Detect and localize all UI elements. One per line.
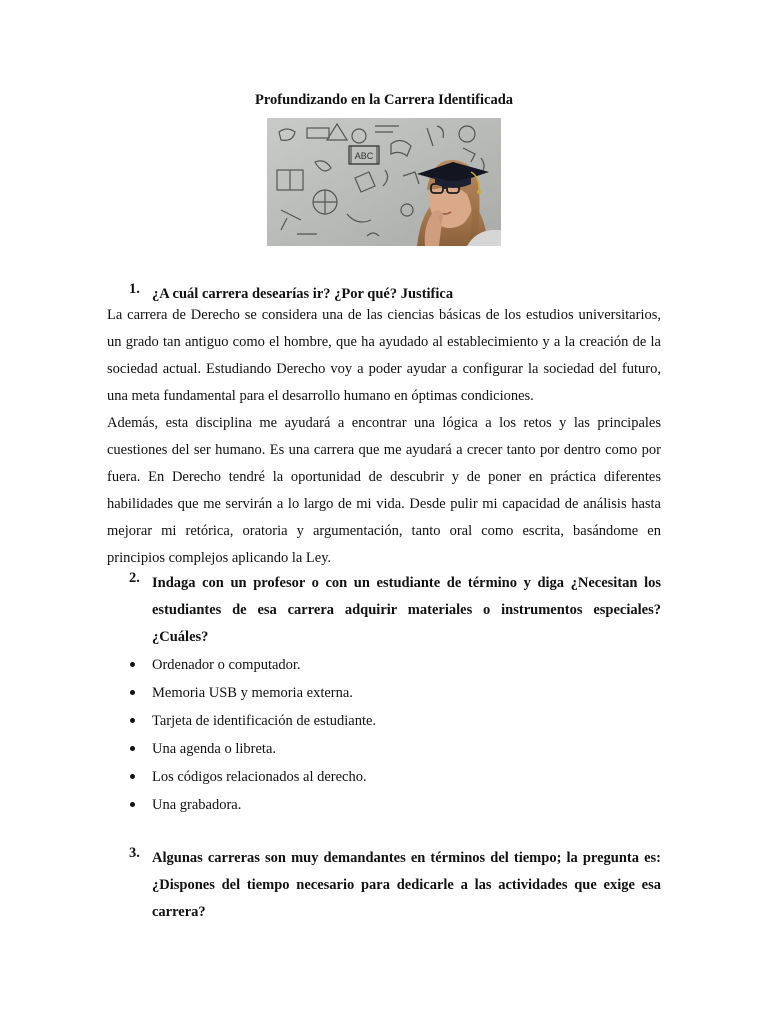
list-item xyxy=(129,763,376,791)
question-text: ¿A cuál carrera desearías ir? ¿Por qué? Justifica xyxy=(152,286,454,302)
list-item xyxy=(129,735,376,763)
answer-paragraph: La carrera de Derecho se considera una de las ciencias básicas de los estudios universitarios, un grado tan antiguo como el hombre, que ha ayudado al establecimiento y a la creación de la sociedad actual. Estudiando Derecho voy a poder ayudar a configurar la sociedad del futuro, una meta fundamental para el desarrollo humano en óptimas condiciones. xyxy=(107,307,661,404)
student-thinking-image xyxy=(267,118,501,246)
question-text: Indaga con un profesor o con un estudiante de término y diga ¿Necesitan los estudiantes de esa carrera adquirir materiales o instrumentos especiales? ¿Cuáles? xyxy=(152,575,661,645)
list-item-text: Tarjeta de identificación de estudiante. xyxy=(152,713,377,729)
answer-paragraph: Además, esta disciplina me ayudará a encontrar una lógica a los retos y las principales cuestiones del ser humano. Es una carrera que me ayudará a crecer tanto por dentro como por fuera. En Derecho tendré la oportunidad de descubrir y de poner en práctica diferentes habilidades que me servirán a lo largo de mi vida. Desde pulir mi capacidad de análisis hasta mejorar mi retórica, oratoria y argumentación, tanto oral como escrita, basándome en principios complejos aplicando la Ley. xyxy=(107,415,661,566)
bullet-icon xyxy=(130,662,135,667)
list-item-text: Memoria USB y memoria externa. xyxy=(152,685,353,701)
bullet-icon xyxy=(130,802,135,807)
abc-board-label: ABC xyxy=(354,151,374,161)
answer-1 xyxy=(107,302,661,572)
question-number: 1. xyxy=(129,281,140,297)
list-item xyxy=(129,679,376,707)
list-item-text: Ordenador o computador. xyxy=(152,657,301,673)
question-text: Algunas carreras son muy demandantes en términos del tiempo; la pregunta es: ¿Dispones del tiempo necesario para dedicarle a las actividades que exige esa carrera? xyxy=(152,850,661,920)
list-item-text: Una agenda o libreta. xyxy=(152,741,277,757)
bullet-icon xyxy=(130,690,135,695)
list-item-text: Una grabadora. xyxy=(152,797,242,813)
bullet-icon xyxy=(130,774,135,779)
list-item-text: Los códigos relacionados al derecho. xyxy=(152,769,367,785)
bullet-icon xyxy=(130,746,135,751)
list-item xyxy=(129,707,376,735)
question-number: 3. xyxy=(129,845,140,861)
materials-list xyxy=(129,651,376,819)
list-item xyxy=(129,791,376,819)
list-item xyxy=(129,651,376,679)
question-number: 2. xyxy=(129,570,140,586)
bullet-icon xyxy=(130,718,135,723)
student-illustration xyxy=(267,118,501,246)
document-title: Profundizando en la Carrera Identificada xyxy=(254,92,514,108)
